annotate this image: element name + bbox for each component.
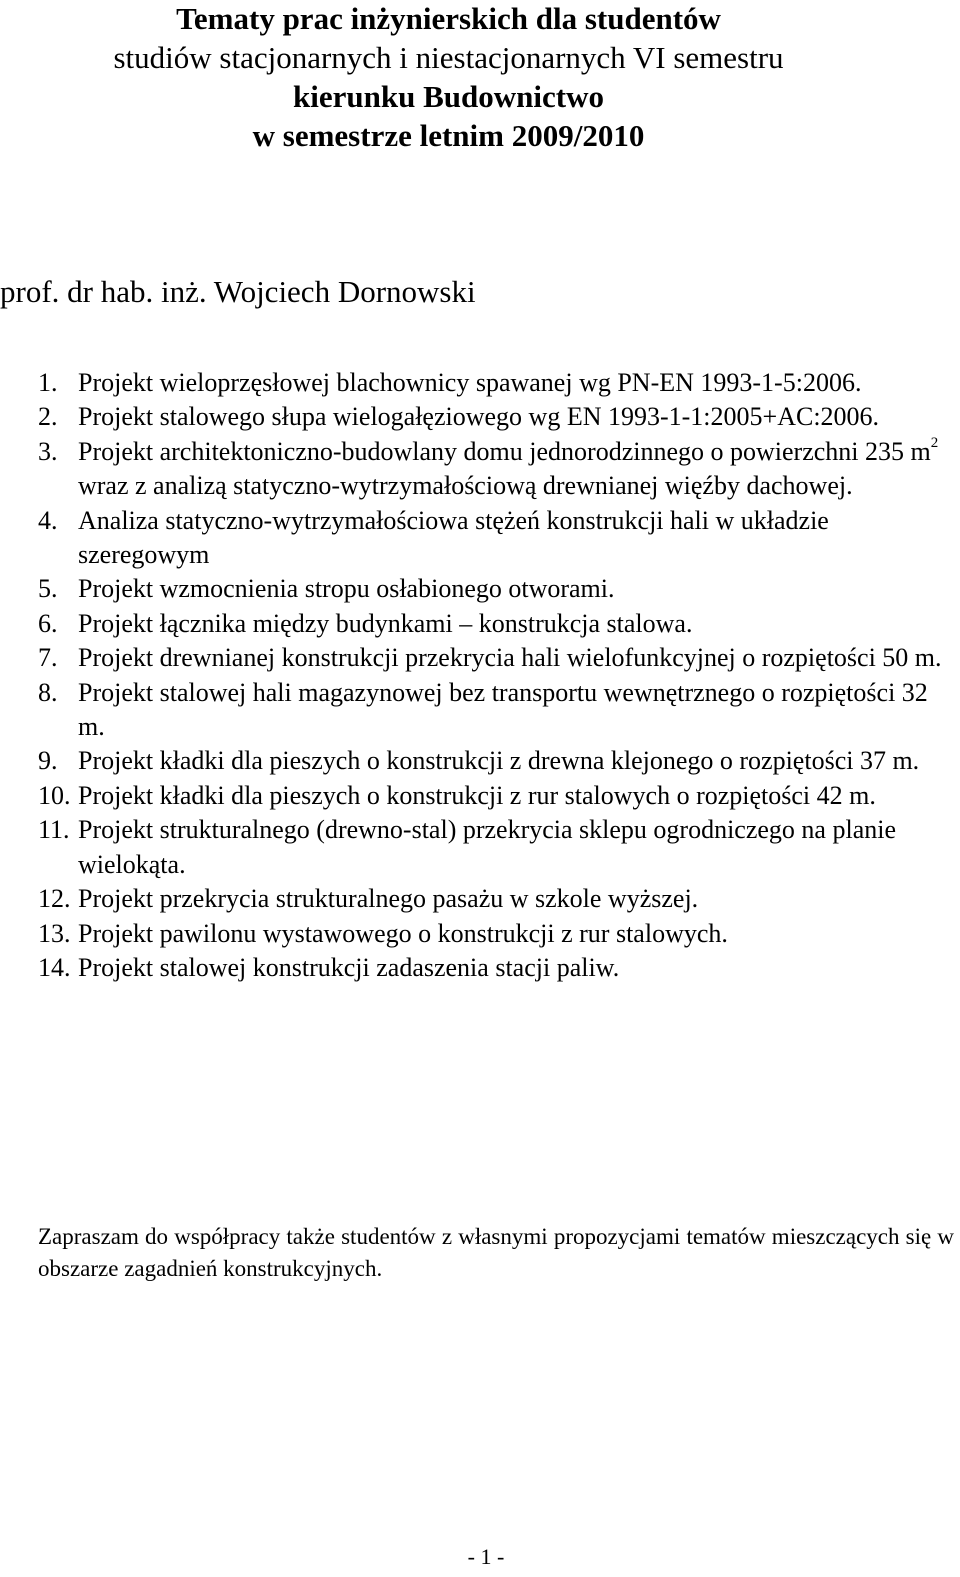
topic-text: Projekt drewnianej konstrukcji przekrycia hali wielofunkcyjnej o rozpiętości 50 m. — [78, 643, 942, 673]
topic-text: Projekt strukturalnego (drewno-stal) przekrycia sklepu ogrodniczego na planie wielokąta. — [78, 815, 896, 879]
topic-item-7 — [0, 641, 960, 675]
topic-text: Projekt łącznika między budynkami – konstrukcja stalowa. — [78, 608, 693, 638]
topic-text-part: wraz z analizą statyczno-wytrzymałościową drewnianej więźby dachowej. — [78, 471, 853, 501]
topic-number: 5. — [38, 574, 58, 604]
topic-number: 7. — [38, 643, 58, 673]
topic-item-2 — [0, 400, 960, 434]
topic-text: Projekt stalowego słupa wielogałęziowego wg EN 1993-1-1:2005+AC:2006. — [78, 402, 880, 432]
topic-text — [78, 435, 950, 504]
topic-list — [0, 366, 960, 985]
title-line-2: studiów stacjonarnych i niestacjonarnych VI semestru — [113, 40, 784, 75]
title-line-1: Tematy prac inżynierskich dla studentów — [176, 1, 721, 36]
topic-number: 9. — [38, 746, 58, 776]
topic-number: 2. — [38, 402, 58, 432]
topic-text: Projekt przekrycia strukturalnego pasażu w szkole wyższej. — [78, 884, 699, 914]
topic-item-5 — [0, 572, 960, 606]
topic-number: 6. — [38, 608, 58, 638]
superscript: 2 — [930, 435, 939, 452]
topic-text: Projekt stalowej konstrukcji zadaszenia stacji paliw. — [78, 952, 620, 982]
topic-text: Projekt wieloprzęsłowej blachownicy spawanej wg PN-EN 1993-1-5:2006. — [78, 368, 862, 397]
supervisor-name: prof. dr hab. inż. Wojciech Dornowski — [0, 274, 476, 309]
topic-number: 13. — [38, 918, 71, 948]
topic-item-12 — [0, 882, 960, 916]
topic-number: 12. — [38, 884, 71, 914]
topic-number: 3. — [38, 436, 58, 466]
page-number: - 1 - — [467, 1544, 505, 1569]
topic-item-10 — [0, 779, 960, 813]
topic-item-3 — [0, 435, 960, 504]
invitation-paragraph: Zapraszam do współpracy także studentów z własnymi propozycjami tematów mieszczących się w obszarze zagadnień konstrukcyjnych. — [38, 1224, 954, 1281]
topic-number: 4. — [38, 505, 58, 535]
topic-number: 8. — [38, 677, 58, 707]
topic-item-1 — [0, 366, 960, 400]
topic-text: Projekt stalowej hali magazynowej bez transportu wewnętrznego o rozpiętości 32 m. — [78, 677, 928, 742]
topic-text-part: Projekt architektoniczno-budowlany domu jednorodzinnego o powierzchni 235 m — [78, 436, 931, 466]
topic-number: 10. — [38, 780, 71, 810]
topic-text: Projekt kładki dla pieszych o konstrukcji z drewna klejonego o rozpiętości 37 m. — [78, 746, 920, 776]
topic-item-8 — [0, 676, 960, 745]
title-line-4: w semestrze letnim 2009/2010 — [252, 118, 645, 153]
document-title — [0, 0, 897, 155]
topic-item-11 — [0, 813, 960, 882]
topic-item-14 — [0, 951, 960, 985]
topic-text: Analiza statyczno-wytrzymałościowa stężeń konstrukcji hali w układzie szeregowym — [78, 505, 829, 570]
topic-item-4 — [0, 504, 960, 573]
title-line-3: kierunku Budownictwo — [293, 79, 604, 114]
topic-number: 11. — [38, 815, 70, 845]
topic-text: Projekt pawilonu wystawowego o konstrukcji z rur stalowych. — [78, 918, 728, 948]
topic-item-6 — [0, 607, 960, 641]
topic-number: 14. — [38, 952, 71, 982]
topic-item-13 — [0, 917, 960, 951]
topic-text: Projekt wzmocnienia stropu osłabionego otworami. — [78, 574, 615, 604]
topic-number: 1. — [38, 368, 58, 397]
topic-text: Projekt kładki dla pieszych o konstrukcji z rur stalowych o rozpiętości 42 m. — [78, 780, 876, 810]
topic-item-9 — [0, 744, 960, 778]
